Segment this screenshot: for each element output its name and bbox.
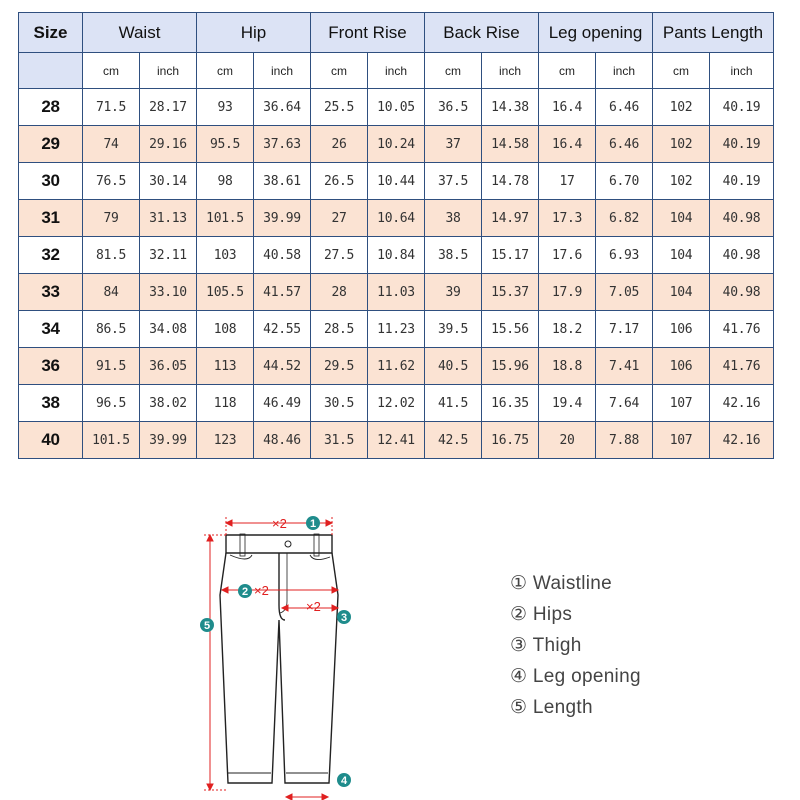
unit-label: inch bbox=[710, 53, 774, 89]
value-cell: 104 bbox=[653, 237, 710, 274]
value-cell: 15.17 bbox=[482, 237, 539, 274]
value-cell: 38 bbox=[425, 200, 482, 237]
header-row bbox=[19, 13, 774, 53]
value-cell: 38.61 bbox=[254, 163, 311, 200]
value-cell: 36.64 bbox=[254, 89, 311, 126]
marker-number: 3 bbox=[340, 612, 348, 624]
value-cell: 113 bbox=[197, 348, 254, 385]
value-cell: 15.56 bbox=[482, 311, 539, 348]
value-cell: 10.64 bbox=[368, 200, 425, 237]
pants-outline bbox=[220, 534, 338, 783]
value-cell: 106 bbox=[653, 311, 710, 348]
value-cell: 14.78 bbox=[482, 163, 539, 200]
value-cell: 10.05 bbox=[368, 89, 425, 126]
value-cell: 39 bbox=[425, 274, 482, 311]
size-cell: 40 bbox=[19, 422, 83, 459]
value-cell: 91.5 bbox=[83, 348, 140, 385]
value-cell: 32.11 bbox=[140, 237, 197, 274]
value-cell: 12.41 bbox=[368, 422, 425, 459]
value-cell: 28 bbox=[311, 274, 368, 311]
unit-label: inch bbox=[140, 53, 197, 89]
value-cell: 123 bbox=[197, 422, 254, 459]
value-cell: 42.5 bbox=[425, 422, 482, 459]
table-row bbox=[19, 200, 774, 237]
table-row bbox=[19, 311, 774, 348]
value-cell: 11.03 bbox=[368, 274, 425, 311]
value-cell: 7.17 bbox=[596, 311, 653, 348]
value-cell: 38.5 bbox=[425, 237, 482, 274]
legend-item: ⑤ Length bbox=[510, 697, 593, 718]
value-cell: 40.58 bbox=[254, 237, 311, 274]
table-row bbox=[19, 348, 774, 385]
value-cell: 108 bbox=[197, 311, 254, 348]
value-cell: 104 bbox=[653, 274, 710, 311]
value-cell: 6.70 bbox=[596, 163, 653, 200]
value-cell: 6.46 bbox=[596, 126, 653, 163]
value-cell: 40.98 bbox=[710, 237, 774, 274]
value-cell: 14.58 bbox=[482, 126, 539, 163]
value-cell: 10.84 bbox=[368, 237, 425, 274]
hip-multiplier: ×2 bbox=[254, 583, 269, 598]
value-cell: 10.44 bbox=[368, 163, 425, 200]
value-cell: 34.08 bbox=[140, 311, 197, 348]
value-cell: 33.10 bbox=[140, 274, 197, 311]
value-cell: 44.52 bbox=[254, 348, 311, 385]
table-body bbox=[19, 89, 774, 459]
value-cell: 17 bbox=[539, 163, 596, 200]
value-cell: 16.35 bbox=[482, 385, 539, 422]
size-cell: 32 bbox=[19, 237, 83, 274]
value-cell: 10.24 bbox=[368, 126, 425, 163]
thigh-multiplier: ×2 bbox=[306, 599, 321, 614]
value-cell: 118 bbox=[197, 385, 254, 422]
value-cell: 36.5 bbox=[425, 89, 482, 126]
table-row bbox=[19, 385, 774, 422]
value-cell: 18.2 bbox=[539, 311, 596, 348]
value-cell: 17.6 bbox=[539, 237, 596, 274]
unit-row bbox=[19, 53, 774, 89]
group-header: Waist bbox=[83, 13, 197, 53]
value-cell: 26 bbox=[311, 126, 368, 163]
group-header: Front Rise bbox=[311, 13, 425, 53]
table-row bbox=[19, 126, 774, 163]
group-header: Pants Length bbox=[653, 13, 774, 53]
value-cell: 81.5 bbox=[83, 237, 140, 274]
value-cell: 38.02 bbox=[140, 385, 197, 422]
size-cell: 34 bbox=[19, 311, 83, 348]
value-cell: 42.16 bbox=[710, 385, 774, 422]
value-cell: 37.5 bbox=[425, 163, 482, 200]
value-cell: 42.16 bbox=[710, 422, 774, 459]
unit-label: cm bbox=[653, 53, 710, 89]
value-cell: 107 bbox=[653, 422, 710, 459]
value-cell: 16.4 bbox=[539, 126, 596, 163]
size-header: Size bbox=[19, 13, 83, 53]
value-cell: 29.16 bbox=[140, 126, 197, 163]
table-row bbox=[19, 422, 774, 459]
value-cell: 96.5 bbox=[83, 385, 140, 422]
value-cell: 98 bbox=[197, 163, 254, 200]
value-cell: 7.64 bbox=[596, 385, 653, 422]
unit-label: inch bbox=[368, 53, 425, 89]
value-cell: 107 bbox=[653, 385, 710, 422]
value-cell: 37.63 bbox=[254, 126, 311, 163]
button-icon bbox=[285, 541, 291, 547]
value-cell: 14.97 bbox=[482, 200, 539, 237]
size-cell: 33 bbox=[19, 274, 83, 311]
value-cell: 41.76 bbox=[710, 311, 774, 348]
size-cell: 30 bbox=[19, 163, 83, 200]
legend-item: ④ Leg opening bbox=[510, 666, 641, 687]
value-cell: 15.37 bbox=[482, 274, 539, 311]
size-cell: 38 bbox=[19, 385, 83, 422]
value-cell: 11.62 bbox=[368, 348, 425, 385]
value-cell: 71.5 bbox=[83, 89, 140, 126]
value-cell: 106 bbox=[653, 348, 710, 385]
value-cell: 101.5 bbox=[83, 422, 140, 459]
size-cell: 29 bbox=[19, 126, 83, 163]
marker-4-icon bbox=[337, 773, 351, 787]
value-cell: 6.93 bbox=[596, 237, 653, 274]
value-cell: 27.5 bbox=[311, 237, 368, 274]
value-cell: 17.9 bbox=[539, 274, 596, 311]
value-cell: 84 bbox=[83, 274, 140, 311]
value-cell: 40.98 bbox=[710, 274, 774, 311]
value-cell: 40.5 bbox=[425, 348, 482, 385]
value-cell: 12.02 bbox=[368, 385, 425, 422]
value-cell: 39.99 bbox=[254, 200, 311, 237]
unit-label: inch bbox=[596, 53, 653, 89]
marker-2-icon bbox=[238, 584, 252, 598]
measurement-legend bbox=[510, 568, 641, 723]
size-cell: 36 bbox=[19, 348, 83, 385]
value-cell: 7.41 bbox=[596, 348, 653, 385]
unit-label: inch bbox=[482, 53, 539, 89]
marker-1-icon bbox=[306, 516, 320, 530]
value-cell: 41.76 bbox=[710, 348, 774, 385]
unit-label: inch bbox=[254, 53, 311, 89]
value-cell: 93 bbox=[197, 89, 254, 126]
group-header: Leg opening bbox=[539, 13, 653, 53]
value-cell: 16.75 bbox=[482, 422, 539, 459]
table-row bbox=[19, 237, 774, 274]
value-cell: 103 bbox=[197, 237, 254, 274]
unit-row-blank bbox=[19, 53, 83, 89]
value-cell: 30.5 bbox=[311, 385, 368, 422]
value-cell: 6.82 bbox=[596, 200, 653, 237]
value-cell: 40.19 bbox=[710, 126, 774, 163]
value-cell: 79 bbox=[83, 200, 140, 237]
value-cell: 25.5 bbox=[311, 89, 368, 126]
value-cell: 76.5 bbox=[83, 163, 140, 200]
size-cell: 28 bbox=[19, 89, 83, 126]
value-cell: 40.98 bbox=[710, 200, 774, 237]
value-cell: 95.5 bbox=[197, 126, 254, 163]
value-cell: 20 bbox=[539, 422, 596, 459]
value-cell: 30.14 bbox=[140, 163, 197, 200]
value-cell: 86.5 bbox=[83, 311, 140, 348]
marker-5-icon bbox=[200, 618, 214, 632]
table-row bbox=[19, 274, 774, 311]
value-cell: 11.23 bbox=[368, 311, 425, 348]
value-cell: 28.17 bbox=[140, 89, 197, 126]
value-cell: 41.5 bbox=[425, 385, 482, 422]
size-cell: 31 bbox=[19, 200, 83, 237]
fly-seam bbox=[280, 553, 287, 613]
value-cell: 105.5 bbox=[197, 274, 254, 311]
marker-number: 1 bbox=[309, 518, 317, 530]
value-cell: 37 bbox=[425, 126, 482, 163]
unit-label: cm bbox=[425, 53, 482, 89]
value-cell: 102 bbox=[653, 126, 710, 163]
value-cell: 18.8 bbox=[539, 348, 596, 385]
value-cell: 42.55 bbox=[254, 311, 311, 348]
waistband bbox=[226, 535, 332, 553]
value-cell: 41.57 bbox=[254, 274, 311, 311]
value-cell: 28.5 bbox=[311, 311, 368, 348]
value-cell: 40.19 bbox=[710, 163, 774, 200]
marker-number: 5 bbox=[203, 620, 211, 632]
waist-multiplier: ×2 bbox=[272, 516, 287, 531]
value-cell: 31.13 bbox=[140, 200, 197, 237]
size-chart-table bbox=[18, 12, 774, 459]
legend-item: ③ Thigh bbox=[510, 635, 582, 656]
value-cell: 36.05 bbox=[140, 348, 197, 385]
value-cell: 39.5 bbox=[425, 311, 482, 348]
value-cell: 101.5 bbox=[197, 200, 254, 237]
marker-3-icon bbox=[337, 610, 351, 624]
marker-number: 2 bbox=[241, 586, 249, 598]
table-row bbox=[19, 163, 774, 200]
unit-label: cm bbox=[311, 53, 368, 89]
value-cell: 39.99 bbox=[140, 422, 197, 459]
value-cell: 16.4 bbox=[539, 89, 596, 126]
front-pocket-left bbox=[230, 555, 252, 559]
unit-label: cm bbox=[539, 53, 596, 89]
value-cell: 46.49 bbox=[254, 385, 311, 422]
group-header: Hip bbox=[197, 13, 311, 53]
unit-label: cm bbox=[197, 53, 254, 89]
value-cell: 14.38 bbox=[482, 89, 539, 126]
value-cell: 29.5 bbox=[311, 348, 368, 385]
value-cell: 26.5 bbox=[311, 163, 368, 200]
value-cell: 19.4 bbox=[539, 385, 596, 422]
group-header: Back Rise bbox=[425, 13, 539, 53]
value-cell: 17.3 bbox=[539, 200, 596, 237]
table-row bbox=[19, 89, 774, 126]
legend-item: ② Hips bbox=[510, 604, 573, 625]
unit-label: cm bbox=[83, 53, 140, 89]
value-cell: 102 bbox=[653, 89, 710, 126]
front-pocket-right bbox=[310, 555, 330, 560]
value-cell: 74 bbox=[83, 126, 140, 163]
value-cell: 7.88 bbox=[596, 422, 653, 459]
marker-number: 4 bbox=[340, 775, 348, 787]
value-cell: 15.96 bbox=[482, 348, 539, 385]
value-cell: 48.46 bbox=[254, 422, 311, 459]
legend-item: ① Waistline bbox=[510, 573, 612, 594]
value-cell: 6.46 bbox=[596, 89, 653, 126]
pants-diagram bbox=[190, 505, 370, 800]
value-cell: 40.19 bbox=[710, 89, 774, 126]
value-cell: 102 bbox=[653, 163, 710, 200]
value-cell: 104 bbox=[653, 200, 710, 237]
value-cell: 7.05 bbox=[596, 274, 653, 311]
value-cell: 31.5 bbox=[311, 422, 368, 459]
value-cell: 27 bbox=[311, 200, 368, 237]
